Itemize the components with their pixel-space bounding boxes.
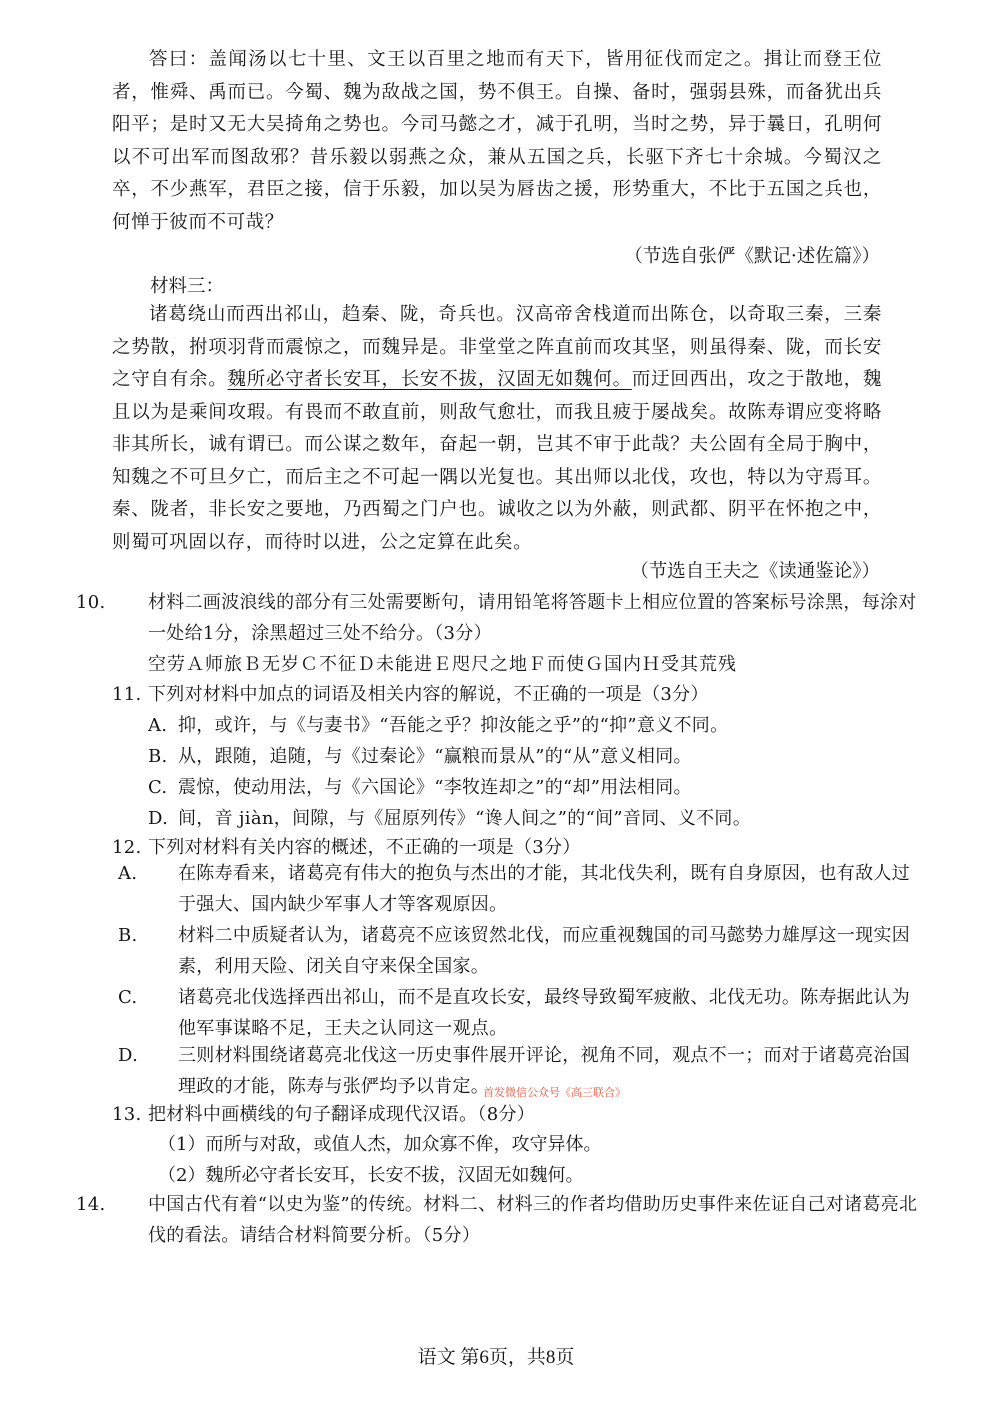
question-11-option-b <box>148 741 884 772</box>
option-text: 间，音 jiàn，间隙，与《屈原列传》“谗人间之”的“间”音同、义不同。 <box>178 808 751 829</box>
option-label: A. <box>118 863 138 884</box>
question-13-item-1: （1）而所与对敌，或值人杰，加众寡不侔，攻守异体。 <box>158 1134 602 1155</box>
question-11-text: 下列对材料中加点的词语及相关内容的解说，不正确的一项是（3分） <box>148 684 709 705</box>
question-13-item-2: （2）魏所必守者长安耳，长安不拔，汉固无如魏何。 <box>158 1165 584 1186</box>
question-12-option-c <box>118 982 914 1044</box>
question-14-number: 14. <box>76 1194 106 1215</box>
question-10-break-line: 空劳Ａ师旅Ｂ无岁Ｃ不征Ｄ未能进Ｅ咫尺之地Ｆ而使Ｇ国内Ｈ受其荒残 <box>148 654 737 675</box>
option-label: C. <box>148 777 168 798</box>
page-footer: 语文 第6页，共8页 <box>417 1347 575 1368</box>
question-11 <box>112 679 884 710</box>
material3-source: （节选自王夫之《读通鉴论》） <box>630 561 880 582</box>
question-14-text: 中国古代有着“以史为鉴”的传统。材料二、材料三的作者均借助历史事件来佐证自己对诸葛亮北伐的看法。请结合材料简要分析。（5分） <box>148 1194 918 1246</box>
material2-answer-paragraph: 答曰：盖闻汤以七十里、文王以百里之地而有天下，皆用征伐而定之。揖让而登王位者，惟舜、禹而已。今蜀、魏为敌战之国，势不俱王。自操、备时，强弱县殊，而备犹出兵阳平；是时又无大吴掎角之势也。今司马懿之才，减于孔明，当时之势，异于曩日，孔明何以不可出军而图敌邪？昔乐毅以弱燕之众，兼从五国之兵，长驱下齐七十余城。今蜀汉之卒，不少燕军，君臣之接，信于乐毅，加以吴为唇齿之援，形势重大，不比于五国之兵也，何惮于彼而不可哉？ <box>112 49 882 233</box>
option-label: D. <box>148 808 169 829</box>
question-10-number: 10. <box>76 592 106 613</box>
watermark: 首发微信公众号《高三联合》 <box>483 1086 626 1099</box>
question-12-option-b <box>118 920 914 982</box>
material2-source: （节选自张俨《默记·述佐篇》） <box>624 246 880 267</box>
option-text: 抑，或许，与《与妻书》“吾能之乎？抑汝能之乎”的“抑”意义不同。 <box>178 715 729 736</box>
option-text: 诸葛亮北伐选择西出祁山，而不是直攻长安，最终导致蜀军疲敝、北伐无功。陈寿据此认为他军事谋略不足，王夫之认同这一观点。 <box>178 987 910 1039</box>
question-11-option-d <box>148 803 884 834</box>
option-text: 在陈寿看来，诸葛亮有伟大的抱负与杰出的才能，其北伐失利，既有自身原因，也有敌人过于强大、国内缺少军事人才等客观原因。 <box>178 863 910 915</box>
question-10-text: 材料二画波浪线的部分有三处需要断句，请用铅笔将答题卡上相应位置的答案标号涂黑，每涂对一处给1分，涂黑超过三处不给分。（3分） <box>148 592 917 644</box>
option-label: C. <box>118 987 138 1008</box>
question-10 <box>76 587 920 649</box>
question-12-number: 12. <box>112 837 142 858</box>
question-11-option-c <box>148 772 884 803</box>
material3-heading: 材料三： <box>150 276 225 297</box>
option-label: B. <box>118 925 138 946</box>
question-13 <box>112 1099 884 1130</box>
option-label: B. <box>148 746 168 767</box>
material3-text-before: 诸葛绕山而西出祁山，趋秦、陇，奇兵也。汉高帝舍栈道而出陈仓，以奇取三秦，三秦之势散，拊项羽背而震惊之，而魏异是。非堂堂之阵直前而攻其坚，则虽得秦、陇，而长安之守自有余。 <box>112 304 882 390</box>
option-label: D. <box>118 1045 139 1066</box>
option-text: 材料二中质疑者认为，诸葛亮不应该贸然北伐，而应重视魏国的司马懿势力雄厚这一现实因素，利用天险、闭关自守来保全国家。 <box>178 925 910 977</box>
material3-underlined-sentence: 魏所必守者长安耳，长安不拔，汉固无如魏何。 <box>227 369 632 390</box>
material3-paragraph <box>112 299 882 559</box>
option-text: 从，跟随，追随，与《过秦论》“赢粮而景从”的“从”意义相同。 <box>178 746 692 767</box>
option-text: 震惊，使动用法，与《六国论》“李牧连却之”的“却”用法相同。 <box>178 777 692 798</box>
question-11-option-a <box>148 710 884 741</box>
question-13-number: 13. <box>112 1104 142 1125</box>
material3-text-after: 而迂回西出，攻之于散地，魏且以为是乘间攻瑕。有畏而不敢直前，则敌气愈壮，而我且疲于屡战矣。故陈寿谓应变将略非其所长，诚有谓已。而公谋之数年，奋起一朝，岂其不审于此哉？夫公固有全局于胸中，知魏之不可旦夕亡，而后主之不可起一隅以光复也。其出师以北伐，攻也，特以为守焉耳。秦、陇者，非长安之要地，乃西蜀之门户也。诚收之以为外蔽，则武都、阴平在怀抱之中，则蜀可巩固以存，而待时以进，公之定算在此矣。 <box>112 369 882 553</box>
question-13-text: 把材料中画横线的句子翻译成现代汉语。（8分） <box>148 1104 536 1125</box>
question-12-text: 下列对材料有关内容的概述，不正确的一项是（3分） <box>148 837 581 858</box>
question-14 <box>76 1189 920 1251</box>
question-11-number: 11. <box>112 684 142 705</box>
question-12-option-a <box>118 858 914 920</box>
option-text: 三则材料围绕诸葛亮北伐这一历史事件展开评论，视角不同，观点不一；而对于诸葛亮治国理政的才能，陈寿与张俨均予以肯定。 <box>178 1045 910 1097</box>
option-label: A. <box>148 715 168 736</box>
